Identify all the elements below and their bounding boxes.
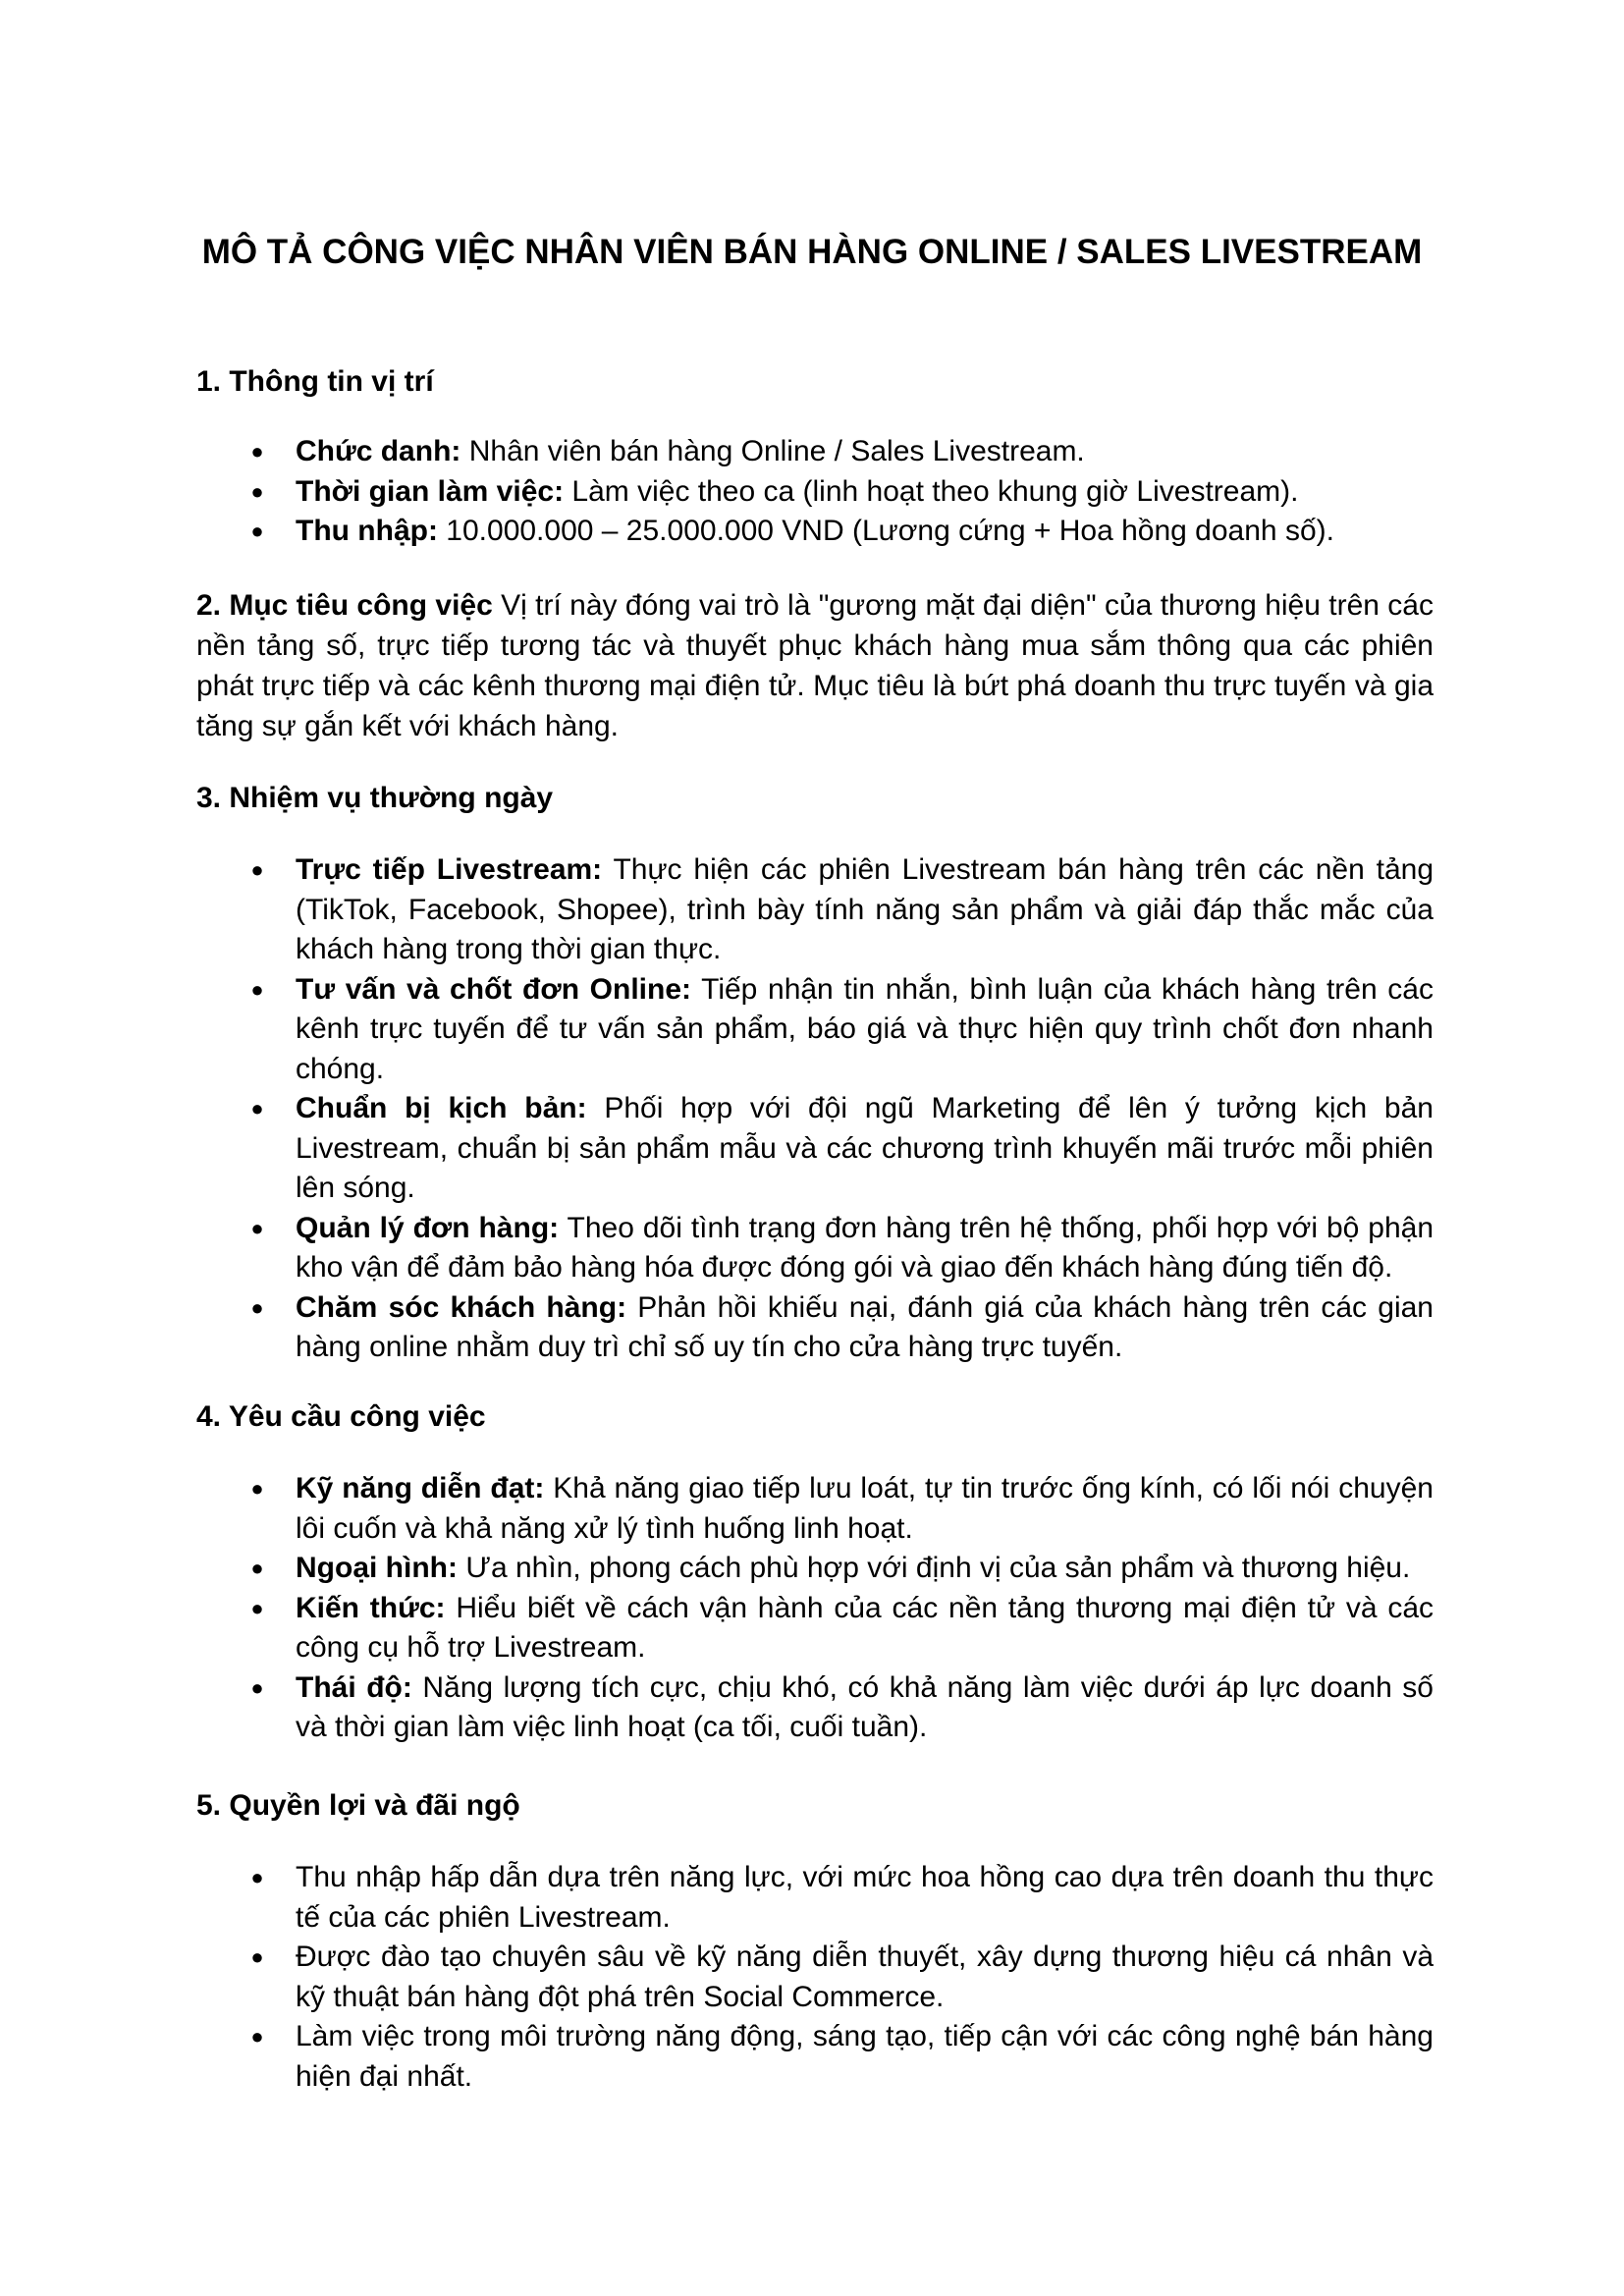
bullet-icon: ●	[250, 519, 264, 543]
bullet-icon: ●	[250, 1215, 264, 1240]
list-item: ● Thu nhập: 10.000.000 – 25.000.000 VND (Lương cứng + Hoa hồng doanh số).	[296, 512, 1434, 552]
list-item: ● Được đào tạo chuyên sâu về kỹ năng diễn thuyết, xây dựng thương hiệu cá nhân và kỹ thuật bán hàng đột phá trên Social Commerce.	[296, 1938, 1434, 2017]
bullet-icon: ●	[250, 478, 264, 504]
section-heading-objective: 2. Mục tiêu công việc	[196, 589, 493, 622]
list-item: ● Kiến thức: Hiểu biết về cách vận hành của các nền tảng thương mại điện tử và các công cụ hỗ trợ Livestream.	[296, 1589, 1434, 1668]
list-item: ● Làm việc trong môi trường năng động, sáng tạo, tiếp cận với các công nghệ bán hàng hiện đại nhất.	[296, 2017, 1434, 2097]
bullet-icon: ●	[250, 976, 264, 1002]
list-item: ● Ngoại hình: Ưa nhìn, phong cách phù hợp với định vị của sản phẩm và thương hiệu.	[296, 1549, 1434, 1589]
bullet-icon: ●	[250, 1096, 264, 1121]
list-item: ● Trực tiếp Livestream: Thực hiện các phiên Livestream bán hàng trên các nền tảng (TikTok, Facebook, Shopee), trình bày tính năng sản phẩm và giải đáp thắc mắc của khách hàng trong thời gian thực.	[296, 850, 1434, 970]
section-heading-daily-tasks: 3. Nhiệm vụ thường ngày	[196, 782, 554, 814]
list-item: ● Chăm sóc khách hàng: Phản hồi khiếu nại, đánh giá của khách hàng trên các gian hàng online nhằm duy trì chỉ số uy tín cho cửa hàng trực tuyến.	[296, 1288, 1434, 1368]
bullet-icon: ●	[250, 1556, 264, 1580]
bullet-icon: ●	[250, 1294, 264, 1320]
bullet-icon: ●	[250, 439, 264, 464]
job-objective-paragraph: 2. Mục tiêu công việc Vị trí này đóng vai trò là "gương mặt đại diện" của thương hiệu trên các nền tảng số, trực tiếp tương tác và thuyết phục khách hàng mua sắm thông qua các phiên phát trực tiếp và các kênh thương mại điện tử. Mục tiêu là bứt phá doanh thu trực tuyến và gia tăng sự gắn kết với khách hàng.	[196, 589, 1434, 742]
list-item: ● Tư vấn và chốt đơn Online: Tiếp nhận tin nhắn, bình luận của khách hàng trên các kênh trực tuyến để tư vấn sản phẩm, báo giá và thực hiện quy trình chốt đơn nhanh chóng.	[296, 970, 1434, 1090]
bullet-icon: ●	[250, 1595, 264, 1620]
list-item: ● Chức danh: Nhân viên bán hàng Online / Sales Livestream.	[296, 432, 1434, 472]
list-item: ● Chuẩn bị kịch bản: Phối hợp với đội ngũ Marketing để lên ý tưởng kịch bản Livestream, chuẩn bị sản phẩm mẫu và các chương trình khuyến mãi trước mỗi phiên lên sóng.	[296, 1089, 1434, 1209]
document-title: MÔ TẢ CÔNG VIỆC NHÂN VIÊN BÁN HÀNG ONLINE / SALES LIVESTREAM	[201, 233, 1423, 271]
bullet-icon: ●	[250, 1944, 264, 1969]
requirements-list	[0, 1469, 1624, 1748]
bullet-icon: ●	[250, 857, 264, 882]
daily-tasks-list	[0, 850, 1624, 1368]
section-heading-requirements: 4. Yêu cầu công việc	[196, 1400, 486, 1433]
benefits-list	[0, 1858, 1624, 2097]
bullet-icon: ●	[250, 1476, 264, 1501]
list-item: ● Quản lý đơn hàng: Theo dõi tình trạng đơn hàng trên hệ thống, phối hợp với bộ phận kho vận để đảm bảo hàng hóa được đóng gói và giao đến khách hàng đúng tiến độ.	[296, 1209, 1434, 1288]
list-item: ● Thái độ: Năng lượng tích cực, chịu khó, có khả năng làm việc dưới áp lực doanh số và thời gian làm việc linh hoạt (ca tối, cuối tuần).	[296, 1668, 1434, 1748]
position-info-list	[0, 432, 1624, 552]
list-item: ● Thu nhập hấp dẫn dựa trên năng lực, với mức hoa hồng cao dựa trên doanh thu thực tế của các phiên Livestream.	[296, 1858, 1434, 1938]
bullet-icon: ●	[250, 2024, 264, 2049]
section-heading-position-info: 1. Thông tin vị trí	[196, 365, 434, 398]
list-item: ● Thời gian làm việc: Làm việc theo ca (linh hoạt theo khung giờ Livestream).	[296, 472, 1434, 513]
list-item: ● Kỹ năng diễn đạt: Khả năng giao tiếp lưu loát, tự tin trước ống kính, có lối nói chuyện lôi cuốn và khả năng xử lý tình huống linh hoạt.	[296, 1469, 1434, 1549]
bullet-icon: ●	[250, 1674, 264, 1700]
section-heading-benefits: 5. Quyền lợi và đãi ngộ	[196, 1789, 520, 1822]
bullet-icon: ●	[250, 1865, 264, 1889]
